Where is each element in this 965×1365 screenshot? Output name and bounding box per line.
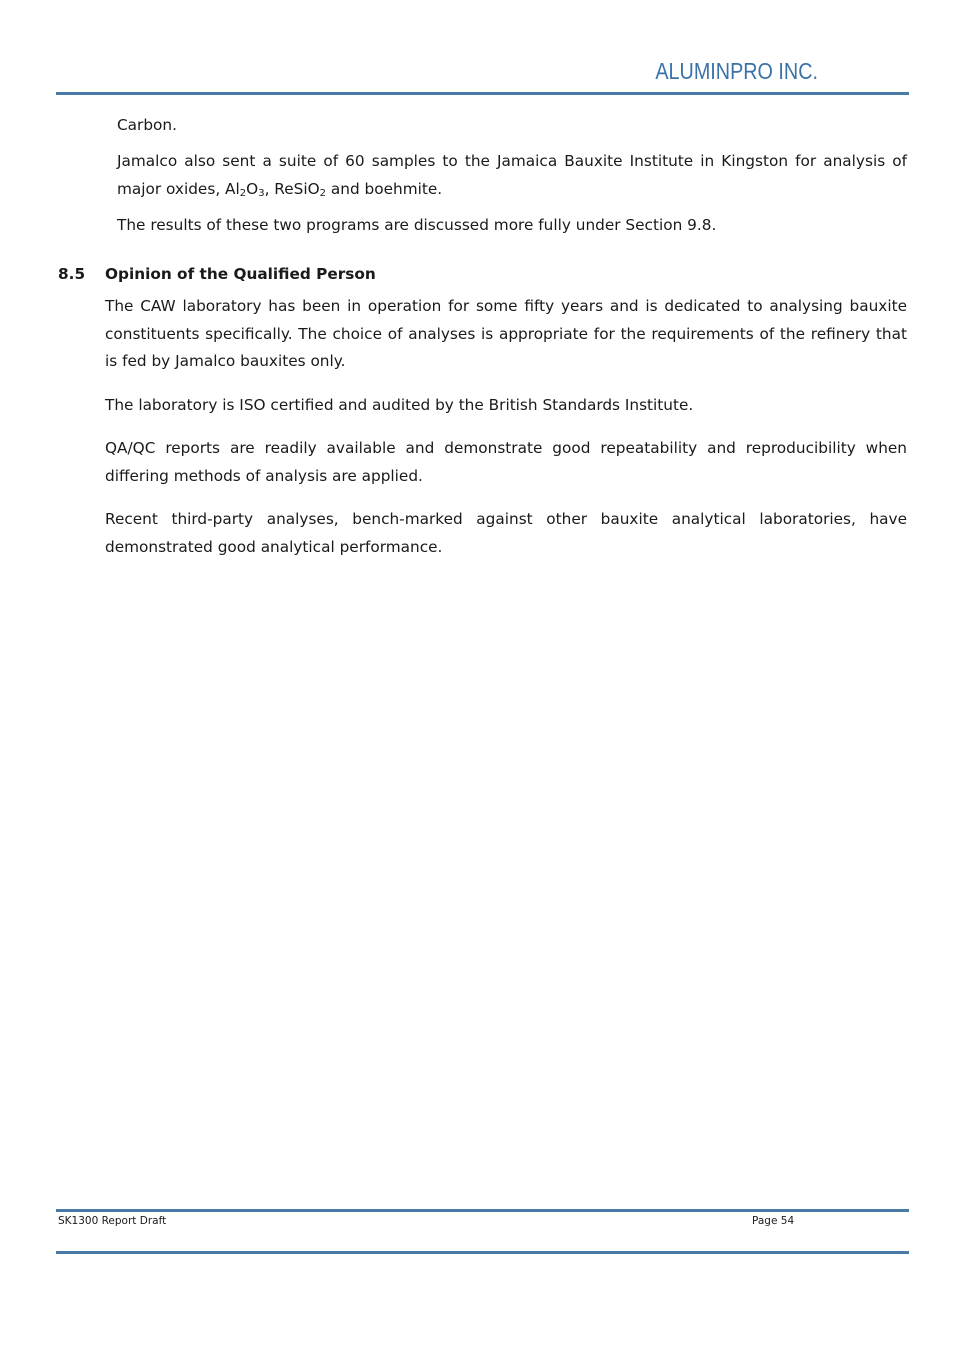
footer-rule-top — [56, 1209, 909, 1212]
paragraph-results: The results of these two programs are discussed more fully under Section 9.8. — [117, 216, 717, 234]
section-number: 8.5 — [58, 265, 86, 283]
footer-rule-bottom — [56, 1251, 909, 1254]
header-rule — [56, 92, 909, 95]
footer-document-title: SK1300 Report Draft — [58, 1215, 167, 1227]
jamalco-text-tail: and boehmite. — [326, 179, 443, 198]
paragraph-carbon: Carbon. — [117, 116, 177, 134]
paragraph-caw-laboratory: The CAW laboratory has been in operation for some fifty years and is dedicated to analysing bauxite constituents specifically. The choice of analyses is appropriate for the requirements of the refinery that is fed by Jamalco bauxites only. — [105, 297, 907, 370]
jamalco-text-resio: , ReSiO — [264, 179, 320, 198]
section-heading — [58, 261, 376, 288]
paragraph-iso: The laboratory is ISO certified and audited by the British Standards Institute. — [105, 396, 694, 414]
company-name: ALUMINPRO INC. — [655, 58, 818, 84]
paragraph-jamalco-samples — [117, 148, 907, 203]
subscript: 2 — [239, 187, 247, 199]
subscript: 3 — [258, 187, 265, 199]
footer-page-number: Page 54 — [752, 1215, 795, 1227]
paragraph-qaqc: QA/QC reports are readily available and demonstrate good repeatability and reproducibility when differing methods of analysis are applied. — [105, 439, 907, 485]
jamalco-text-oxide: O — [246, 179, 259, 198]
jamalco-text-lead: Jamalco also sent a suite of 60 samples to the Jamaica Bauxite Institute in Kingston for analysis of major oxides, Al — [117, 152, 907, 198]
paragraph-third-party: Recent third-party analyses, bench-marked against other bauxite analytical laboratories, have demonstrated good analytical performance. — [105, 510, 907, 556]
section-title: Opinion of the Qualified Person — [105, 265, 376, 283]
subscript: 2 — [319, 187, 327, 199]
